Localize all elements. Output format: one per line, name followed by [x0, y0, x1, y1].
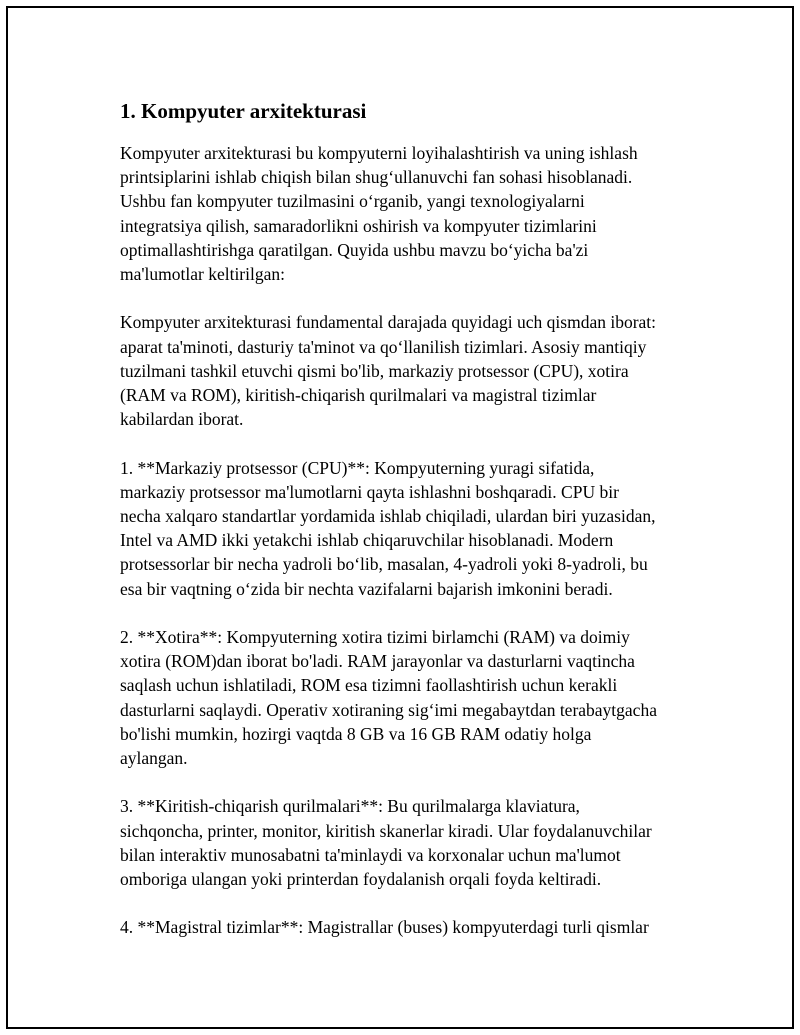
section-heading: 1. Kompyuter arxitekturasi: [120, 99, 367, 123]
paragraph-cpu: 1. **Markaziy protsessor (CPU)**: Kompyuterning yuragi sifatida, markaziy protsessor ma'lumotlarni qayta ishlashni boshqaradi. CPU bir necha xalqaro standartlar yordamida ishlab chiqiladi, ulardan biri yuzasidan, Intel va AMD ikki yetakchi ishlab chiqaruvchilar hisoblanadi. Modern protsessorlar bir necha yadroli bo‘lib, masalan, 4-yadroli yoki 8-yadroli, bu esa bir vaqtning o‘zida bir nechta vazifalarni bajarish imkonini beradi.: [120, 457, 656, 599]
paragraph-components: Kompyuter arxitekturasi fundamental darajada quyidagi uch qismdan iborat: aparat ta'minoti, dasturiy ta'minot va qo‘llanilish tizimlari. Asosiy mantiqiy tuzilmani tashkil etuvchi qismi bo'lib, markaziy protsessor (CPU), xotira (RAM va ROM), kiritish-chiqarish qurilmalari va magistral tizimlar kabilardan iborat.: [120, 312, 657, 430]
document-body: [120, 98, 692, 964]
paragraph-memory: 2. **Xotira**: Kompyuterning xotira tizimi birlamchi (RAM) va doimiy xotira (ROM)dan iborat bo'ladi. RAM jarayonlar va dasturlarni vaqtincha saqlash uchun ishlatiladi, ROM esa tizimni faollashtirish uchun kerakli dasturlarni saqlaydi. Operativ xotiraning sig‘imi megabaytdan terabaytgacha bo'lishi mumkin, hozirgi vaqtda 8 GB va 16 GB RAM odatiy holga aylangan.: [120, 627, 657, 769]
paragraph-buses: 4. **Magistral tizimlar**: Magistrallar (buses) kompyuterdagi turli qismlar: [120, 917, 649, 938]
page-border: [6, 6, 794, 1029]
paragraph-intro: Kompyuter arxitekturasi bu kompyuterni loyihalashtirish va uning ishlash printsiplarini ishlab chiqish bilan shug‘ullanuvchi fan sohasi hisoblanadi. Ushbu fan kompyuter tuzilmasini o‘rganib, yangi texnologiyalarni integratsiya qilish, samaradorlikni oshirish va kompyuter tizimlarini optimallashtirishga qaratilgan. Quyida ushbu mavzu bo‘yicha ba'zi ma'lumotlar keltirilgan:: [120, 143, 638, 285]
paragraph-io-devices: 3. **Kiritish-chiqarish qurilmalari**: Bu qurilmalarga klaviatura, sichqoncha, printer, monitor, kiritish skanerlar kiradi. Ular foydalanuvchilar bilan interaktiv munosabatni ta'minlaydi va korxonalar uchun ma'lumot omboriga ulangan yoki printerdan foydalanish orqali foyda keltiradi.: [120, 796, 652, 890]
